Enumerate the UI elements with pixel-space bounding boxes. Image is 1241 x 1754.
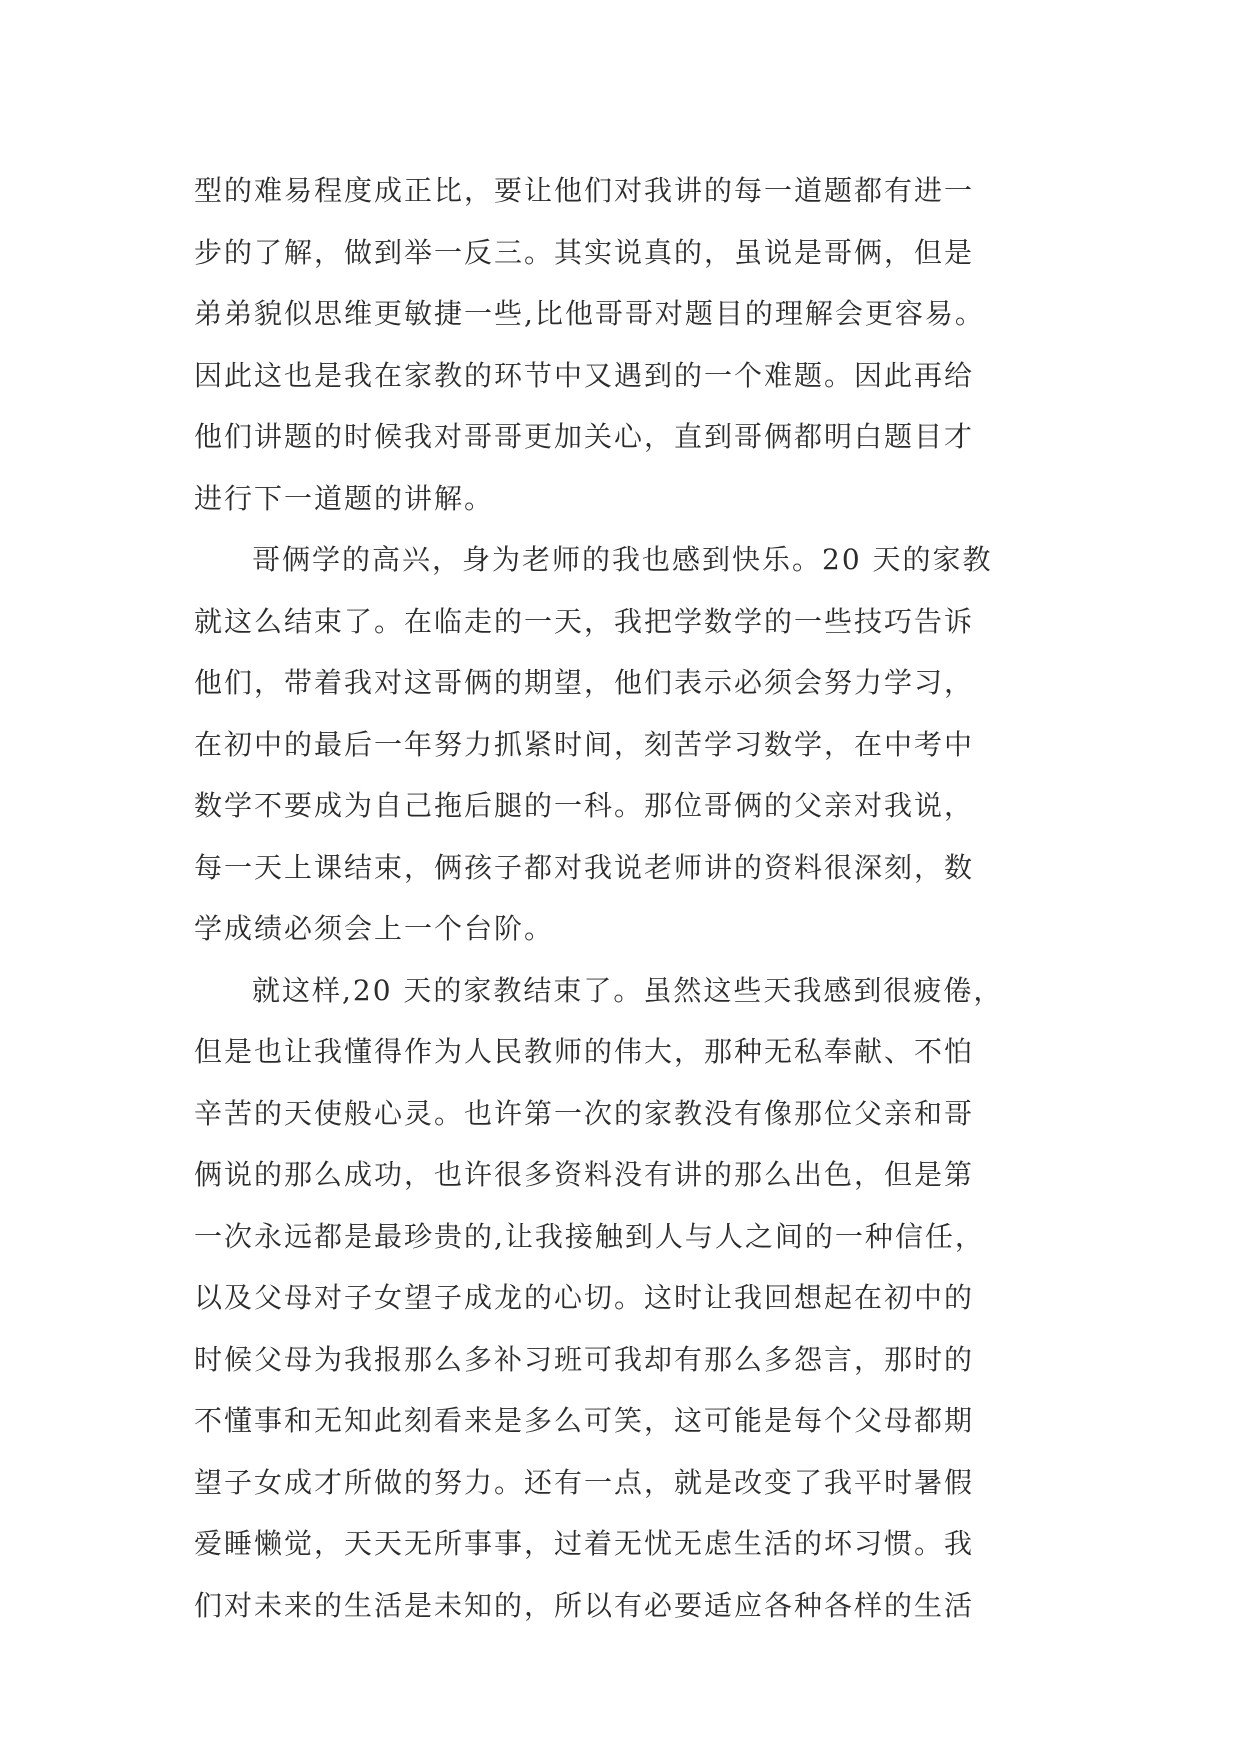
text-line: 辛苦的天使般心灵。也许第一次的家教没有像那位父亲和哥 <box>194 1096 975 1130</box>
text-line: 他们，带着我对这哥俩的期望，他们表示必须会努力学习， <box>194 666 975 699</box>
paragraph-start-line: 哥俩学的高兴，身为老师的我也感到快乐。20 天的家教 <box>252 543 993 576</box>
text-line: 们对未来的生活是未知的，所以有必要适应各种各样的生活 <box>194 1588 975 1622</box>
text-line: 就这么结束了。在临走的一天，我把学数学的一些技巧告诉 <box>194 604 975 638</box>
body-text <box>194 160 1054 1636</box>
text-line: 每一天上课结束，俩孩子都对我说老师讲的资料很深刻，数 <box>194 850 975 884</box>
text-line: 但是也让我懂得作为人民教师的伟大，那种无私奉献、不怕 <box>194 1035 975 1068</box>
text-line: 以及父母对子女望子成龙的心切。这时让我回想起在初中的 <box>194 1281 975 1314</box>
text-line: 学成绩必须会上一个台阶。 <box>194 912 555 945</box>
text-line: 不懂事和无知此刻看来是多么可笑，这可能是每个父母都期 <box>194 1404 975 1437</box>
text-line: 在初中的最后一年努力抓紧时间，刻苦学习数学，在中考中 <box>194 727 975 761</box>
text-line: 爱睡懒觉，天天无所事事，过着无忧无虑生活的坏习惯。我 <box>194 1527 975 1560</box>
text-line: 时候父母为我报那么多补习班可我却有那么多怨言，那时的 <box>194 1342 975 1376</box>
text-line: 因此这也是我在家教的环节中又遇到的一个难题。因此再给 <box>194 358 975 392</box>
text-line: 进行下一道题的讲解。 <box>194 481 495 515</box>
text-line: 一次永远都是最珍贵的,让我接触到人与人之间的一种信任， <box>194 1219 985 1253</box>
text-line: 弟弟貌似思维更敏捷一些,比他哥哥对题目的理解会更容易。 <box>194 297 985 330</box>
text-line: 他们讲题的时候我对哥哥更加关心，直到哥俩都明白题目才 <box>194 420 975 453</box>
paragraph-start-line: 就这样,20 天的家教结束了。虽然这些天我感到很疲倦， <box>252 973 1004 1007</box>
text-line: 望子女成才所做的努力。还有一点，就是改变了我平时暑假 <box>194 1465 975 1499</box>
text-line: 步的了解，做到举一反三。其实说真的，虽说是哥俩，但是 <box>194 235 975 269</box>
text-line: 俩说的那么成功，也许很多资料没有讲的那么出色，但是第 <box>194 1158 975 1191</box>
text-line: 数学不要成为自己拖后腿的一科。那位哥俩的父亲对我说， <box>194 789 975 822</box>
text-line: 型的难易程度成正比，要让他们对我讲的每一道题都有进一 <box>194 174 975 207</box>
